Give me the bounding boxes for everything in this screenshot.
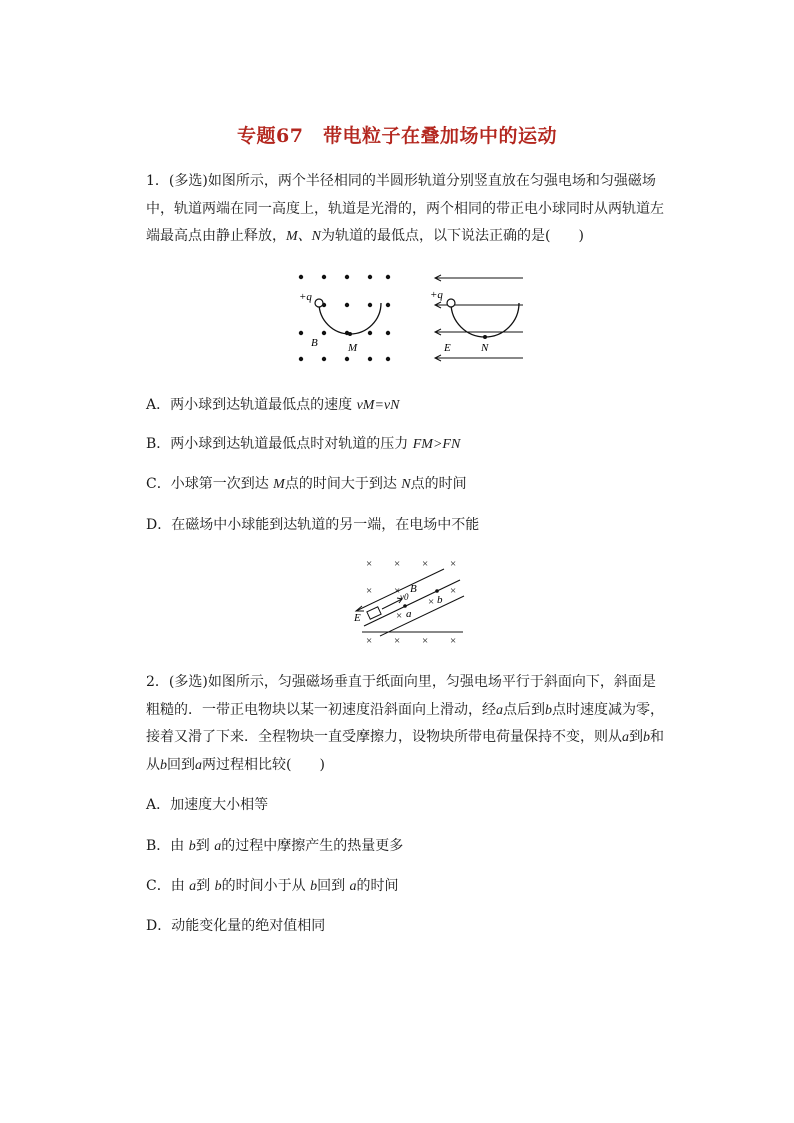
question-2-stem [146,669,666,779]
label-E: E [444,342,451,354]
q2-stem-part-1: 2．(多选)如图所示，匀强磁场垂直于纸面向里，匀强电场平行于斜面向下，斜面是粗糙的．一带正电物块以某一初速度沿斜面向上滑动，经 [146,674,656,718]
label-B: B [311,337,318,349]
q2-stem-part-6: 回到 [167,756,195,773]
q1-option-c-mid: 点的时间大于到达 [284,476,402,492]
q2-option-b-pre: B．由 [146,838,189,854]
q2-option-b-var-2: a [214,839,222,854]
q1-option-c-pre: C．小球第一次到达 [146,476,274,492]
svg-text:×: × [394,558,401,570]
point-N [483,335,487,339]
q1-figure [290,265,530,370]
svg-text:×: × [366,635,373,647]
q2-option-c-mid: 到 [196,878,215,894]
svg-text:×: × [422,558,429,570]
q2-option-c-var-1: a [189,879,197,894]
left-charge-label: +q [299,291,312,303]
q2-option-b-mid: 到 [195,838,215,854]
q2-figure [350,553,470,648]
q2-stem-var-a2: a [622,730,629,745]
q2-option-b-var-1: b [188,839,196,854]
q2-option-a [146,795,268,815]
q2-option-d [146,916,325,936]
q2-stem-part-5: 和从 [146,729,664,773]
q2-option-c-var-3: b [310,879,318,894]
q2-stem-var-a1: a [496,702,503,718]
label-N: N [481,342,489,354]
svg-text:×: × [394,585,401,597]
svg-text:×: × [422,635,429,647]
q1-option-c-post: 点的时间 [410,476,467,492]
q1-option-c-var-2: N [401,477,411,492]
q2-option-b-post: 的过程中摩擦产生的热量更多 [221,838,404,854]
velocity-arrow [382,598,402,609]
q2-stem-var-b2: b [643,730,650,745]
q1-stem-vars: M、N [286,229,321,244]
q1-option-b [146,434,460,455]
q2-stem-part-7: 两过程相比较( ) [202,756,325,773]
q2-option-c-mid-3: 回到 [317,878,350,894]
q2-stem-part-4: 到 [629,729,643,745]
q2-option-a-text: A．加速度大小相等 [146,797,269,813]
svg-text:×: × [366,585,373,597]
q1-option-b-text: B．两小球到达轨道最低点时对轨道的压力 [146,436,413,452]
left-ball [315,299,323,307]
fig2-label-v0: v0 [400,592,409,602]
magnetic-track [319,303,381,334]
q2-option-c [146,876,399,897]
fig2-label-B: B [410,583,417,595]
q1-option-a-expr: vM=vN [356,398,400,413]
q2-option-c-var-4: a [349,879,357,894]
block [367,607,381,619]
fig2-label-b: b [437,594,443,606]
svg-text:×: × [450,558,457,570]
q1-stem-suffix: 为轨道的最低点，以下说法正确的是( ) [321,228,584,244]
page-title: 专题67 带电粒子在叠加场中的运动 [237,125,557,147]
svg-text:×: × [396,610,403,622]
point-b [435,589,439,593]
fig2-label-E: E [354,612,361,624]
q2-option-c-var-2: b [214,879,222,894]
svg-text:×: × [450,585,457,597]
q2-stem-var-b1: b [545,702,552,718]
q2-stem-part-3: 点时速度减为零，接着又滑了下来．全程物块一直受摩擦力，设物块所带电荷量保持不变，则从 [146,701,664,745]
right-charge-label: +q [430,289,443,301]
q1-option-d [146,515,479,535]
q2-stem-part-2: 点后到 [503,701,545,718]
incline-field-lines [356,569,464,636]
label-M: M [348,342,358,354]
q1-stem-prefix: 1．(多选)如图所示，两个半径相同的半圆形轨道分别竖直放在匀强电场和匀强磁场中，轨道两端在同一高度上，轨道是光滑的，两个相同的带正电小球同时从两轨道左端最高点由静止释放， [146,173,664,244]
fig2-label-a: a [406,608,412,620]
svg-text:×: × [394,635,401,647]
q2-option-c-post: 的时间 [356,878,399,894]
q2-stem-var-b3: b [160,757,167,773]
q1-option-a [146,395,399,416]
svg-text:×: × [450,635,457,647]
q2-option-d-text: D．动能变化量的绝对值相同 [146,918,326,934]
q1-option-c [146,474,467,495]
point-M [348,332,352,336]
svg-text:×: × [428,596,435,608]
right-ball [447,299,455,307]
q1-option-b-expr: FM>FN [412,437,461,452]
q2-stem-var-a3: a [195,757,202,773]
q2-option-c-mid-2: 的时间小于从 [221,878,311,894]
q1-option-d-text: D．在磁场中小球能到达轨道的另一端，在电场中不能 [146,517,480,533]
magnetic-field-crosses [366,558,456,647]
q1-option-c-var-1: M [273,477,285,492]
svg-text:×: × [366,558,373,570]
question-1-stem [146,168,666,251]
q2-option-c-pre: C．由 [146,878,190,894]
q1-option-a-text: A．两小球到达轨道最低点的速度 [146,397,357,413]
q2-option-b [146,836,403,857]
